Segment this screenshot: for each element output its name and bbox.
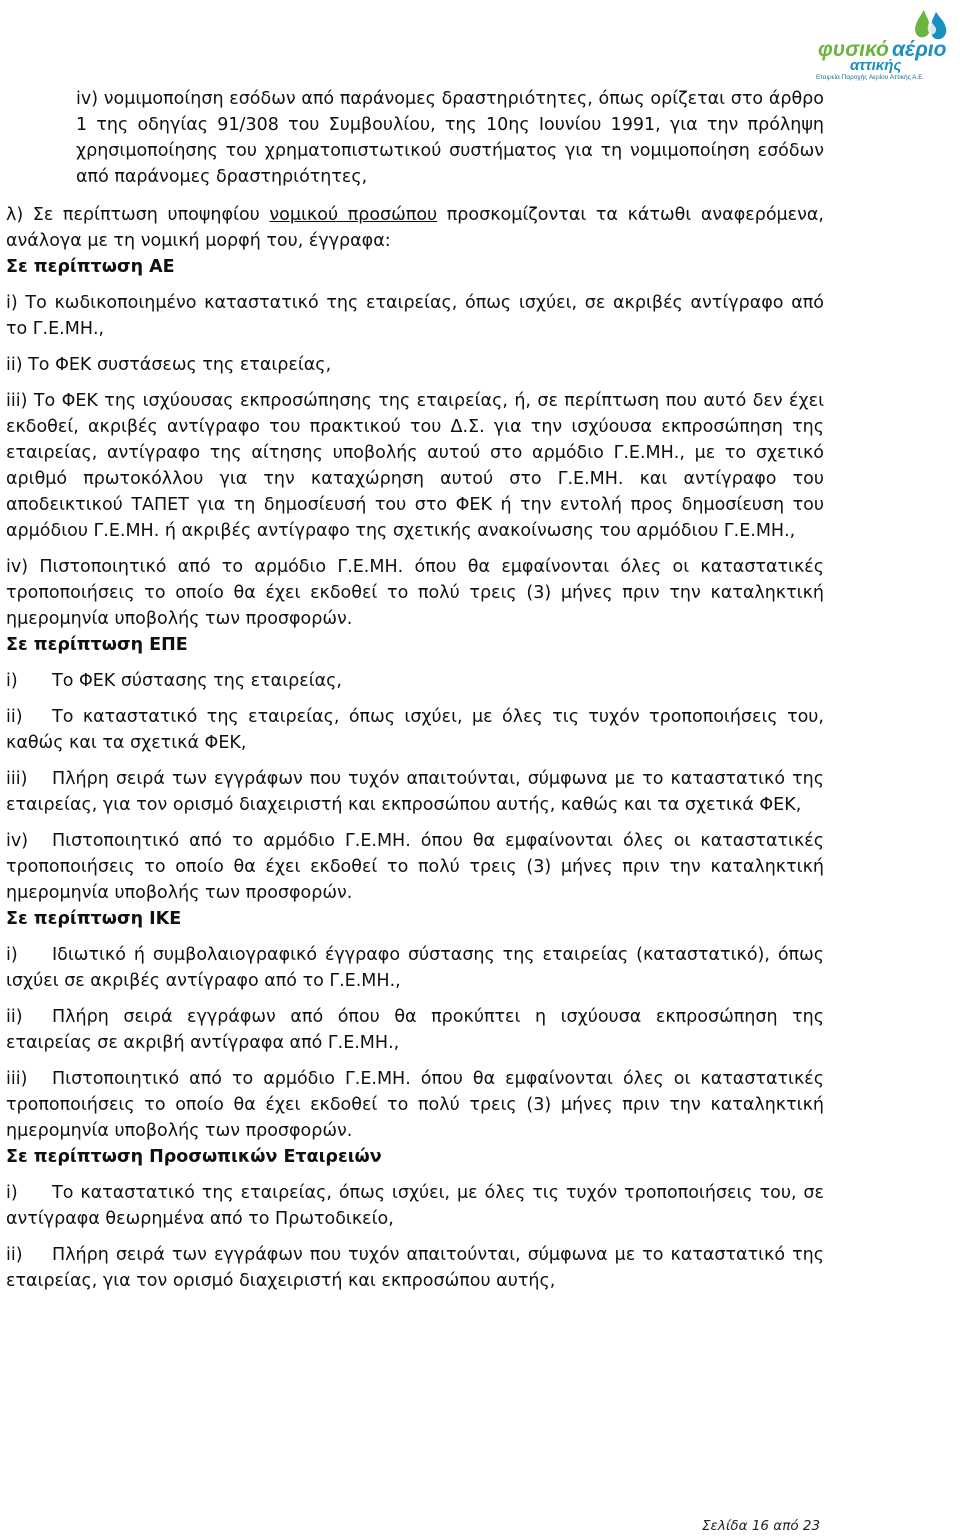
epe-label-i: i) xyxy=(6,671,18,691)
epe-label-iii: iii) xyxy=(6,769,28,789)
page-number: Σελίδα 16 από 23 xyxy=(702,1518,821,1534)
ike-item-ii xyxy=(6,1004,824,1056)
epe-text-i: Το ΦΕΚ σύστασης της εταιρείας, xyxy=(52,671,342,691)
epe-item-i xyxy=(6,668,824,694)
epe-item-iii xyxy=(6,766,824,818)
ae-item-ii: ii) Το ΦΕΚ συστάσεως της εταιρείας, xyxy=(6,355,332,375)
ike-item-iii xyxy=(6,1066,824,1144)
ae-item-iii: iii) Το ΦΕΚ της ισχύουσας εκπροσώπησης της εταιρείας, ή, σε περίπτωση που αυτό δεν έχει εκδοθεί, ακριβές αντίγραφο του πρακτικού του Δ.Σ. για την ισχύουσα εκπροσώπηση της εταιρείας, αντίγραφο της αίτησης υποβολής αυτού στο αρμόδιο Γ.Ε.ΜΗ., με το σχετικό αριθμό πρωτοκόλλου για την καταχώρηση αυτού στο Γ.Ε.ΜΗ. και αντίγραφο του αποδεικτικού ΤΑΠΕΤ για τη δημοσίευσή του στο ΦΕΚ ή την εντολή προς δημοσίευση του αρμόδιου Γ.Ε.ΜΗ. ή ακριβές αντίγραφο της σχετικής ανακοίνωσης του αρμόδιου Γ.Ε.ΜΗ., xyxy=(6,391,824,541)
epe-item-ii xyxy=(6,704,824,756)
heading-ae: Σε περίπτωση ΑΕ xyxy=(6,257,175,277)
epe-text-iv: Πιστοποιητικό από το αρμόδιο Γ.Ε.ΜΗ. όπου θα εμφαίνονται όλες οι καταστατικές τροποποιήσεις το οποίο θα έχει εκδοθεί το πολύ τρεις (3) μήνες πριν την καταληκτική ημερομηνία υποβολής των προσφορών. xyxy=(6,831,824,903)
ike-label-iii: iii) xyxy=(6,1069,28,1089)
lambda-text-end: προσκομίζονται τα κάτωθι αναφερόμενα, ανάλογα με τη νομική μορφή του, έγγραφα: xyxy=(6,205,824,251)
flame-drop-icon xyxy=(812,6,960,74)
pers-label-i: i) xyxy=(6,1183,18,1203)
epe-item-iv xyxy=(6,828,824,906)
epe-text-ii: Το καταστατικό της εταιρείας, όπως ισχύει, με όλες τις τυχόν τροποποιήσεις του, καθώς και τα σχετικά ΦΕΚ, xyxy=(6,707,824,753)
heading-personal-companies: Σε περίπτωση Προσωπικών Εταιρειών xyxy=(6,1147,382,1167)
heading-epe: Σε περίπτωση ΕΠΕ xyxy=(6,635,188,655)
ae-item-i: i) Το κωδικοποιημένο καταστατικό της εταιρείας, όπως ισχύει, σε ακριβές αντίγραφο από το Γ.Ε.ΜΗ., xyxy=(6,293,824,339)
ike-text-iii: Πιστοποιητικό από το αρμόδιο Γ.Ε.ΜΗ. όπου θα εμφαίνονται όλες οι καταστατικές τροποποιήσεις το οποίο θα έχει εκδοθεί το πολύ τρεις (3) μήνες πριν την καταληκτική ημερομηνία υποβολής των προσφορών. xyxy=(6,1069,824,1141)
lambda-paragraph xyxy=(6,202,824,254)
ike-text-ii: Πλήρη σειρά εγγράφων από όπου θα προκύπτει η ισχύουσα εκπροσώπηση της εταιρείας σε ακριβή αντίγραφα από Γ.Ε.ΜΗ., xyxy=(6,1007,824,1053)
epe-label-iv: iv) xyxy=(6,831,29,851)
company-logo xyxy=(812,6,960,86)
epe-text-iii: Πλήρη σειρά των εγγράφων που τυχόν απαιτούνται, σύμφωνα με το καταστατικό της εταιρείας, για τον ορισμό διαχειριστή και εκπροσώπου αυτής, καθώς και τα σχετικά ΦΕΚ, xyxy=(6,769,824,815)
ae-item-iv: iv) Πιστοποιητικό από το αρμόδιο Γ.Ε.ΜΗ. όπου θα εμφαίνονται όλες οι καταστατικές τροποποιήσεις το οποίο θα έχει εκδοθεί το πολύ τρεις (3) μήνες πριν την καταληκτική ημερομηνία υποβολής των προσφορών. xyxy=(6,557,824,629)
intro-item-iv: iv) νομιμοποίηση εσόδων από παράνομες δραστηριότητες, όπως ορίζεται στο άρθρο 1 της οδηγίας 91/308 του Συμβουλίου, της 10ης Ιουνίου 1991, για την πρόληψη χρησιμοποίησης του χρηματοπιστωτικού συστήματος για τη νομιμοποίηση εσόδων από παράνομες δραστηριότητες, xyxy=(76,89,824,187)
ike-label-i: i) xyxy=(6,945,18,965)
pers-text-ii: Πλήρη σειρά των εγγράφων που τυχόν απαιτούνται, σύμφωνα με το καταστατικό της εταιρείας, για τον ορισμό διαχειριστή και εκπροσώπου αυτής, xyxy=(6,1245,824,1291)
ike-text-i: Ιδιωτικό ή συμβολαιογραφικό έγγραφο σύστασης της εταιρείας (καταστατικό), όπως ισχύει σε ακριβές αντίγραφο από το Γ.Ε.ΜΗ., xyxy=(6,945,824,991)
logo-word-1: φυσικό xyxy=(818,38,889,61)
logo-tagline: Εταιρεία Παροχής Αερίου Αττικής Α.Ε. xyxy=(816,74,925,81)
ike-item-i xyxy=(6,942,824,994)
pers-text-i: Το καταστατικό της εταιρείας, όπως ισχύει, με όλες τις τυχόν τροποποιήσεις του, σε αντίγραφα θεωρημένα από το Πρωτοδικείο, xyxy=(6,1183,824,1229)
document-body xyxy=(6,86,824,1294)
heading-ike: Σε περίπτωση ΙΚΕ xyxy=(6,909,182,929)
lambda-underlined-term: νομικού προσώπου xyxy=(269,205,438,225)
lambda-text-start: λ) Σε περίπτωση υποψηφίου xyxy=(6,205,270,225)
logo-word-2: αέριο xyxy=(892,38,947,61)
ike-label-ii: ii) xyxy=(6,1007,23,1027)
pers-item-ii xyxy=(6,1242,824,1294)
logo-word-3: αττικής xyxy=(850,57,902,74)
pers-label-ii: ii) xyxy=(6,1245,23,1265)
pers-item-i xyxy=(6,1180,824,1232)
epe-label-ii: ii) xyxy=(6,707,23,727)
